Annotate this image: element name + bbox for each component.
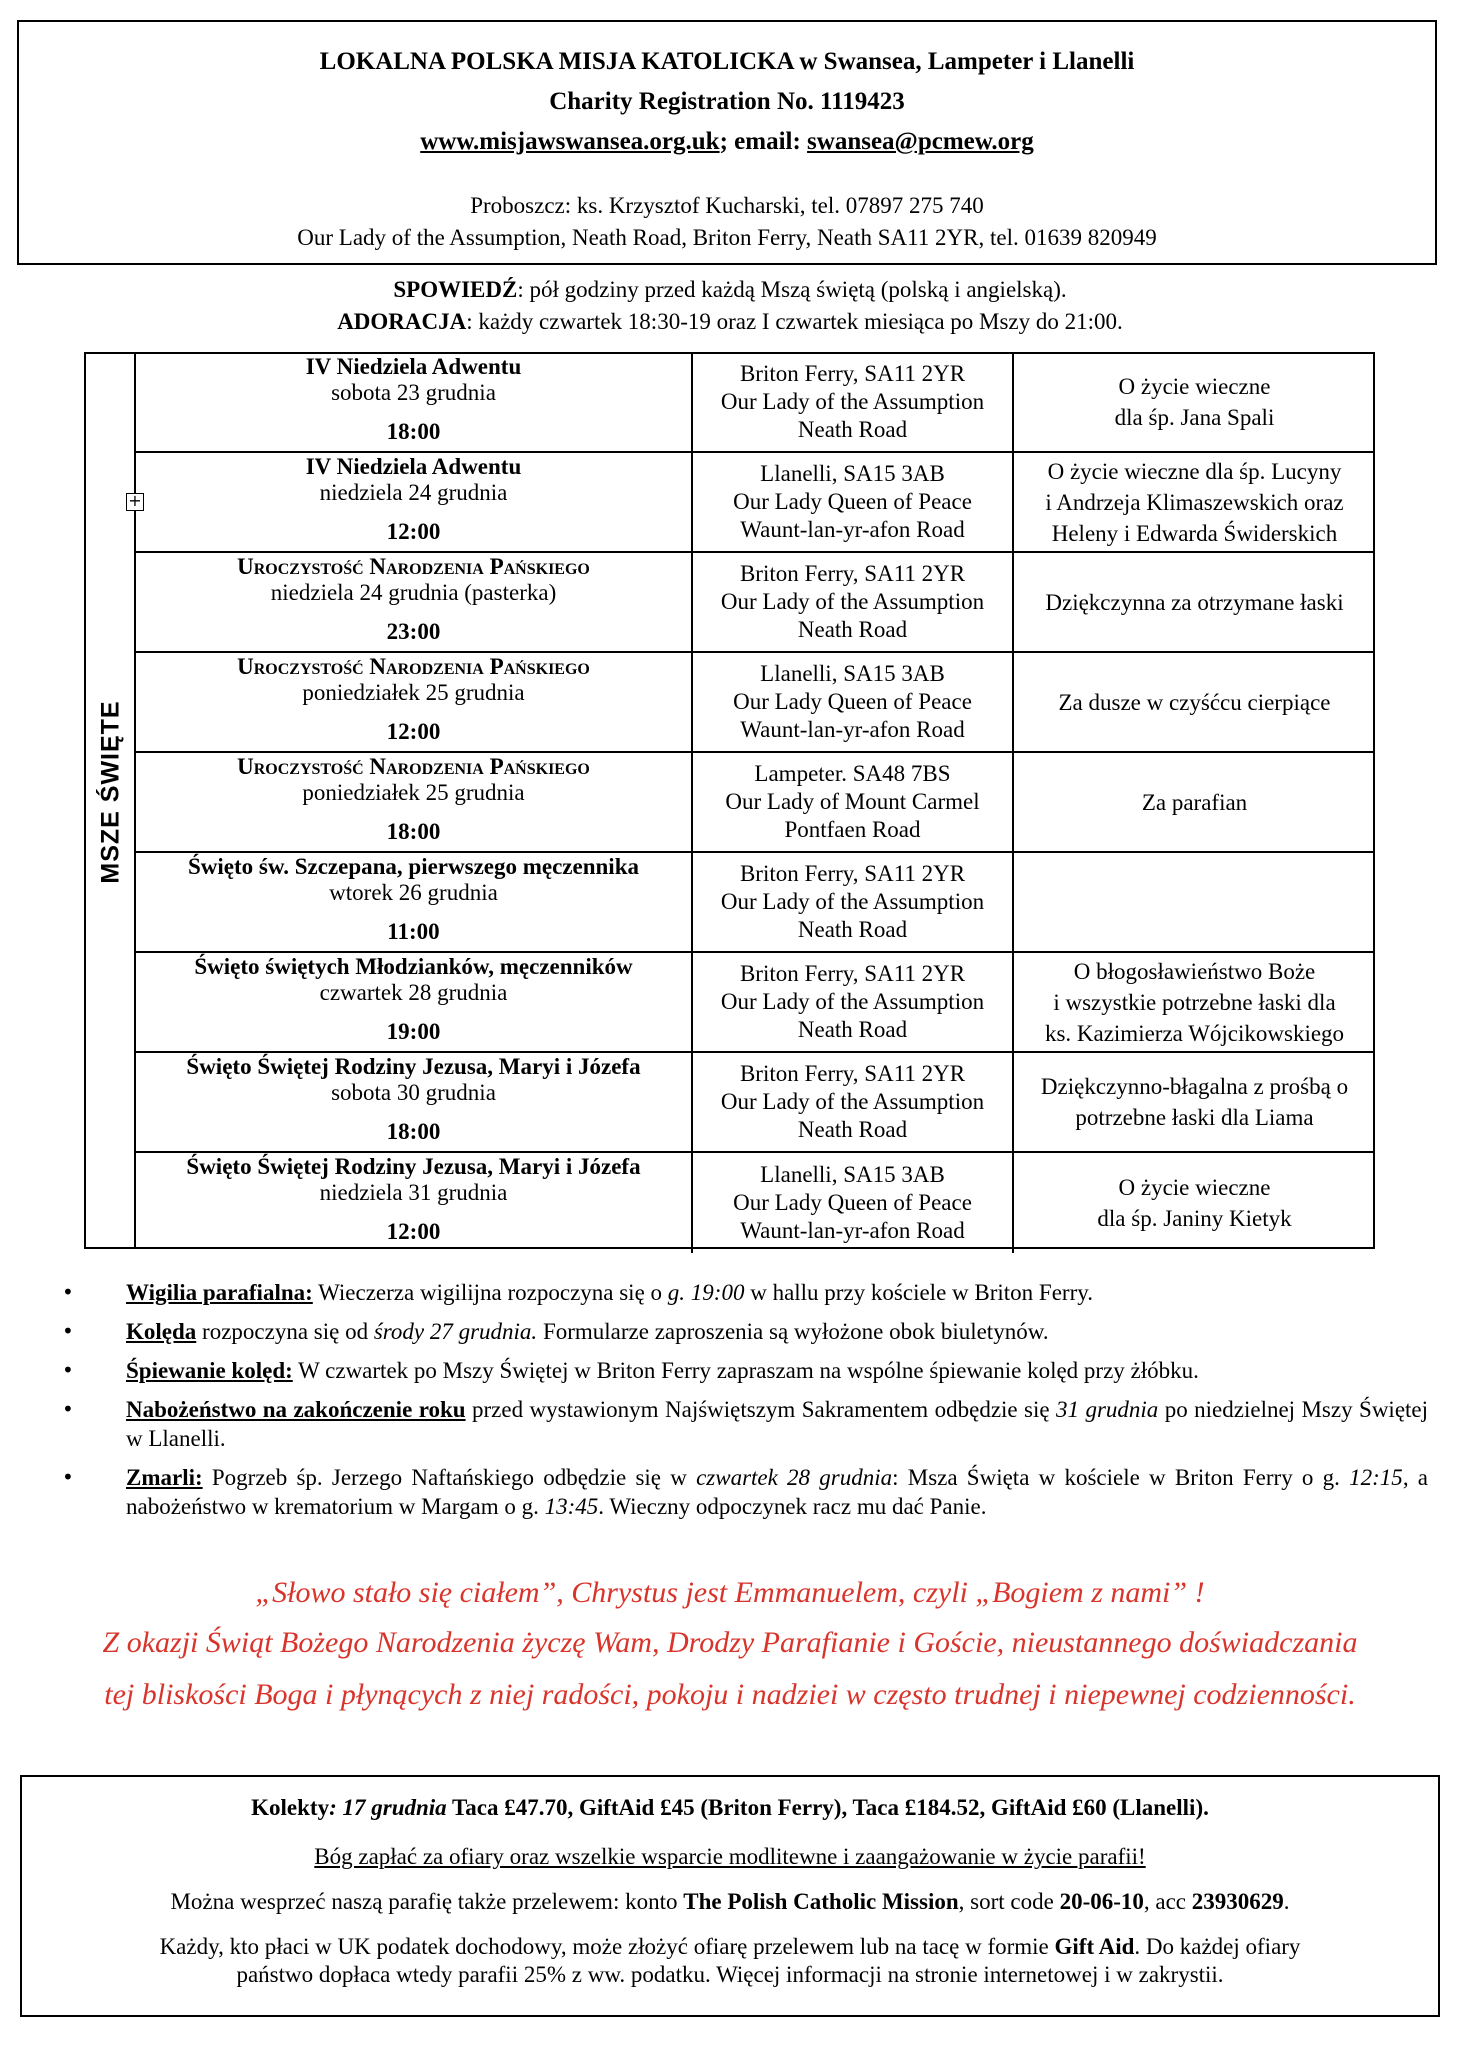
confession-text: : pół godziny przed każdą Mszą świętą (polską i angielską). (517, 277, 1067, 302)
bullet-icon: • (62, 1319, 74, 1343)
mass-title: Święto świętych Młodzianków, męczenników (194, 954, 633, 979)
mass-intention-cell (1014, 553, 1375, 651)
mass-title: Święto św. Szczepana, pierwszego męczennika (188, 854, 639, 879)
mass-intention-cell (1014, 453, 1375, 551)
mass-occasion-cell (136, 853, 693, 951)
mass-row (136, 553, 1375, 653)
giftaid-line (22, 1932, 1438, 1962)
adoration-text: : każdy czwartek 18:30-19 oraz I czwartek miesiąca po Mszy do 21:00. (466, 309, 1123, 334)
mass-intention: Za dusze w czyśćcu cierpiące (1058, 689, 1331, 715)
mass-location-cell (693, 353, 1014, 451)
mass-location: Llanelli, SA15 3AB Our Lady Queen of Peace Waunt-lan-yr-afon Road (733, 461, 972, 542)
announcement-text: Pogrzeb śp. Jerzego Naftańskiego odbędzie się w (202, 1465, 697, 1490)
transfer-text: Można wesprzeć naszą parafię także przelewem: konto (170, 1889, 684, 1914)
mass-location: Llanelli, SA15 3AB Our Lady Queen of Peace Waunt-lan-yr-afon Road (733, 1162, 972, 1243)
mass-date: czwartek 28 grudnia (319, 980, 508, 1005)
announcement-text: : Msza Święta w kościele w Briton Ferry o g. (892, 1465, 1350, 1490)
mass-row (136, 753, 1375, 853)
announcement-emphasis: 12:15 (1349, 1465, 1403, 1490)
announcement-label: Zmarli: (126, 1465, 203, 1490)
mass-date: sobota 30 grudnia (331, 1080, 496, 1105)
mass-location-cell (693, 453, 1014, 551)
mass-time: 12:00 (386, 519, 441, 544)
adoration-line (0, 306, 1460, 338)
announcement-text: Wieczerza wigilijna rozpoczyna się o (312, 1280, 668, 1305)
mass-occasion-cell (136, 453, 693, 551)
collection-amounts: Taca £47.70, GiftAid £45 (Briton Ferry), Taca £184.52, GiftAid £60 (Llanelli). (446, 1795, 1209, 1820)
mass-location-cell (693, 1153, 1014, 1253)
mass-location: Briton Ferry, SA11 2YR Our Lady of the Assumption Neath Road (720, 1061, 985, 1142)
mass-date: niedziela 24 grudnia (pasterka) (270, 580, 557, 605)
address-line: Our Lady of the Assumption, Neath Road, Briton Ferry, Neath SA11 2YR, tel. 01639 820949 (297, 225, 1157, 250)
side-label: MSZE ŚWIĘTE (96, 700, 125, 884)
bank-transfer-line (22, 1887, 1438, 1917)
mass-location: Lampeter. SA48 7BS Our Lady of Mount Carmel Pontfaen Road (725, 761, 980, 842)
mass-title: Uroczystość Narodzenia Pańskiego (237, 554, 590, 579)
mass-title: Uroczystość Narodzenia Pańskiego (237, 654, 590, 679)
mass-row (136, 953, 1375, 1053)
announcement-label: Śpiewanie kolęd: (126, 1358, 293, 1383)
mass-intention: Za parafian (1141, 789, 1248, 815)
mass-intention: O błogosławieństwo Boże i wszystkie potrzebne łaski dla ks. Kazimierza Wójcikowskiego (1044, 958, 1345, 1046)
mass-intention-cell (1014, 653, 1375, 751)
mass-date: wtorek 26 grudnia (329, 880, 498, 905)
contact-line (19, 122, 1435, 162)
mass-row (136, 653, 1375, 753)
mass-intention: Dziękczynno-błagalna z prośbą o potrzebne łaski dla Liama (1040, 1074, 1349, 1130)
mass-date: niedziela 31 grudnia (319, 1180, 508, 1205)
thanks-line: Bóg zapłać za ofiary oraz wszelkie wsparcie modlitewne i zaangażowanie w życie parafii! (314, 1844, 1146, 1869)
account-number: 23930629 (1191, 1889, 1284, 1914)
mass-date: sobota 23 grudnia (331, 380, 496, 405)
mass-date: poniedziałek 25 grudnia (302, 680, 525, 705)
mass-location: Briton Ferry, SA11 2YR Our Lady of the Assumption Neath Road (720, 961, 985, 1042)
mass-intention: O życie wieczne dla śp. Lucyny i Andrzeja Klimaszewskich oraz Heleny i Edwarda Świderskich (1045, 458, 1344, 546)
mass-date: niedziela 24 grudnia (319, 480, 508, 505)
adoration-label: ADORACJA (337, 309, 467, 334)
mass-occasion-cell (136, 353, 693, 451)
side-column (86, 354, 136, 1247)
mass-row (136, 1053, 1375, 1153)
announcement-text: . Wieczny odpoczynek racz mu dać Panie. (598, 1494, 987, 1519)
account-name: The Polish Catholic Mission (683, 1889, 959, 1914)
mass-intention-cell (1014, 853, 1375, 951)
giftaid-text: . Do każdej ofiary (1134, 1934, 1301, 1959)
mass-occasion-cell (136, 753, 693, 851)
announcement-emphasis: czwartek 28 grudnia (696, 1465, 893, 1490)
bullet-icon: • (62, 1358, 74, 1382)
mass-location: Briton Ferry, SA11 2YR Our Lady of the Assumption Neath Road (720, 861, 985, 942)
mass-title: Uroczystość Narodzenia Pańskiego (237, 754, 590, 779)
mass-occasion-cell (136, 653, 693, 751)
transfer-text: . (1283, 1889, 1290, 1914)
mass-occasion-cell (136, 1053, 693, 1151)
announcement-text: w hallu przy kościele w Briton Ferry. (744, 1280, 1093, 1305)
christmas-greeting-line: tej bliskości Boga i płynących z niej radości, pokoju i nadziei w często trudnej i niepewnej codzienności. (104, 1678, 1356, 1711)
mission-title: LOKALNA POLSKA MISJA KATOLICKA w Swansea, Lampeter i Llanelli (319, 48, 1135, 75)
announcement-label: Nabożeństwo na zakończenie roku (126, 1397, 466, 1422)
announcement-item (56, 1317, 1428, 1346)
mass-row (136, 453, 1375, 553)
mass-title: Święto Świętej Rodziny Jezusa, Maryi i Józefa (186, 1154, 641, 1179)
announcement-emphasis: 31 grudnia (1056, 1397, 1159, 1422)
announcement-emphasis: 13:45 (544, 1494, 599, 1519)
mass-row (136, 353, 1375, 453)
mass-time: 18:00 (386, 819, 441, 844)
collection-date: : 17 grudnia (329, 1795, 447, 1820)
mass-row (136, 1153, 1375, 1253)
mass-intention: O życie wieczne dla śp. Janiny Kietyk (1097, 1175, 1292, 1231)
mass-location-cell (693, 653, 1014, 751)
mass-time: 11:00 (387, 919, 440, 944)
mass-location-cell (693, 553, 1014, 651)
christmas-greeting-line: Z okazji Świąt Bożego Narodzenia życzę Wam, Drodzy Parafianie i Goście, nieustannego doświadczania (102, 1626, 1358, 1659)
mass-intention-cell (1014, 953, 1375, 1051)
christmas-greeting-line: „Słowo stało się ciałem”, Chrystus jest Emmanuelem, czyli „Bogiem z nami” ! (255, 1576, 1205, 1609)
contact-separator: ; email: (719, 128, 808, 155)
giftaid-term: Gift Aid (1054, 1934, 1135, 1959)
announcement-label: Wigilia parafialna: (126, 1280, 313, 1305)
mass-schedule-table (84, 352, 1375, 1249)
transfer-text: , acc (1143, 1889, 1192, 1914)
announcement-item (56, 1395, 1428, 1453)
announcements-list (56, 1278, 1428, 1531)
sort-code: 20-06-10 (1059, 1889, 1144, 1914)
announcement-text: po niedzielnej Mszy Świętej w Llanelli. (126, 1397, 1429, 1451)
announcement-label: Kolęda (126, 1319, 197, 1344)
announcement-text: , a nabożeństwo w krematorium w Margam o g. (126, 1465, 1428, 1519)
bullet-icon: • (62, 1280, 74, 1304)
mass-intention-cell (1014, 753, 1375, 851)
bullet-icon: • (62, 1465, 74, 1489)
announcement-text: przed wystawionym Najświętszym Sakramentem odbędzie się (465, 1397, 1057, 1422)
mass-location-cell (693, 1053, 1014, 1151)
mass-time: 12:00 (386, 719, 441, 744)
mass-intention: Dziękczynna za otrzymane łaski (1045, 589, 1344, 615)
mass-intention-cell (1014, 353, 1375, 451)
collection-label: Kolekty (251, 1795, 330, 1820)
mass-occasion-cell (136, 953, 693, 1051)
mass-time: 18:00 (386, 419, 441, 444)
announcement-text: Formularze zaproszenia są wyłożone obok biuletynów. (537, 1319, 1049, 1344)
mass-intention: O życie wieczne dla śp. Jana Spali (1114, 374, 1275, 430)
mass-location-cell (693, 853, 1014, 951)
confession-line (0, 274, 1460, 306)
mass-title: Święto Świętej Rodziny Jezusa, Maryi i Józefa (186, 1054, 641, 1079)
bullet-icon: • (62, 1397, 74, 1421)
mass-occasion-cell (136, 1153, 693, 1253)
announcement-text: rozpoczyna się od (196, 1319, 374, 1344)
announcement-item (56, 1463, 1428, 1521)
announcement-item (56, 1356, 1428, 1385)
mass-title: IV Niedziela Adwentu (305, 454, 522, 479)
mass-title: IV Niedziela Adwentu (305, 354, 522, 379)
announcement-emphasis: g. 19:00 (667, 1280, 745, 1305)
announcement-text: W czwartek po Mszy Świętej w Briton Ferry zapraszam na wspólne śpiewanie kolęd przy żłóbku. (292, 1358, 1199, 1383)
collection-box (20, 1775, 1440, 2017)
mass-occasion-cell (136, 553, 693, 651)
table-expand-icon[interactable]: + (126, 493, 144, 511)
mass-intention-cell (1014, 1053, 1375, 1151)
mass-location: Llanelli, SA15 3AB Our Lady Queen of Peace Waunt-lan-yr-afon Road (733, 661, 972, 742)
mass-row (136, 853, 1375, 953)
email-link[interactable]: swansea@pcmew.org (807, 128, 1034, 155)
mass-time: 19:00 (386, 1019, 441, 1044)
mass-time: 23:00 (386, 619, 441, 644)
pastor-line: Proboszcz: ks. Krzysztof Kucharski, tel. 07897 275 740 (470, 193, 984, 218)
mass-intention-cell (1014, 1153, 1375, 1253)
header-box (17, 20, 1437, 265)
mass-location-cell (693, 753, 1014, 851)
collection-line (22, 1793, 1438, 1823)
transfer-text: , sort code (958, 1889, 1060, 1914)
giftaid-line-2: państwo dopłaca wtedy parafii 25% z ww. podatku. Więcej informacji na stronie internetowej i w zakrystii. (236, 1962, 1224, 1987)
mass-time: 18:00 (386, 1119, 441, 1144)
mass-location: Briton Ferry, SA11 2YR Our Lady of the Assumption Neath Road (720, 561, 985, 642)
announcement-emphasis: środy 27 grudnia. (373, 1319, 538, 1344)
confession-label: SPOWIEDŹ (393, 277, 518, 302)
website-link[interactable]: www.misjawswansea.org.uk (420, 128, 720, 155)
charity-number: Charity Registration No. 1119423 (549, 88, 905, 115)
giftaid-text: Każdy, kto płaci w UK podatek dochodowy, może złożyć ofiarę przelewem lub na tacę w formie (159, 1934, 1055, 1959)
mass-location-cell (693, 953, 1014, 1051)
mass-date: poniedziałek 25 grudnia (302, 780, 525, 805)
mass-location: Briton Ferry, SA11 2YR Our Lady of the Assumption Neath Road (720, 361, 985, 442)
mass-time: 12:00 (386, 1219, 441, 1244)
announcement-item (56, 1278, 1428, 1307)
